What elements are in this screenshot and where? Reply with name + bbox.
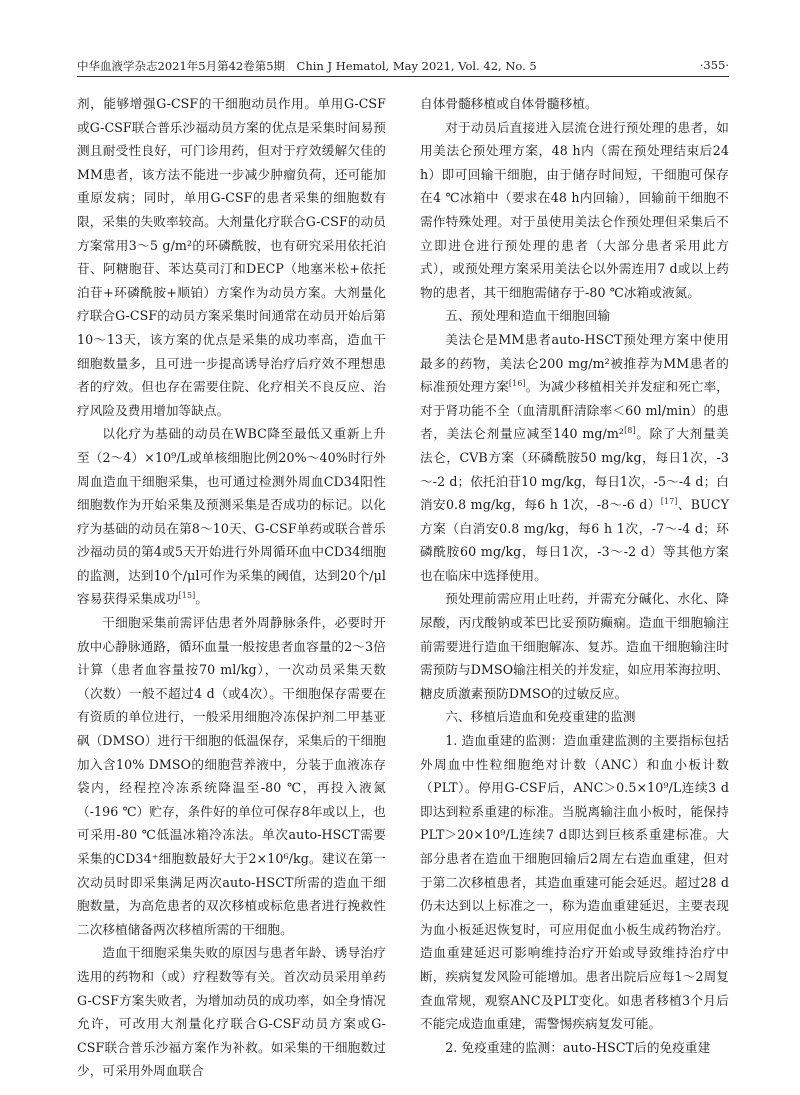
paragraph: 2. 免疫重建的监测：auto-HSCT后的免疫重建 [445, 1039, 711, 1055]
page-number: ·355· [699, 58, 729, 72]
section-heading: 六、移植后造血和免疫重建的监测 [445, 709, 636, 725]
citation-ref: [17] [660, 496, 678, 506]
paragraph: 预处理前需应用止吐药，并需充分碱化、水化、降尿酸，丙戊酸钠或苯巴比妥预防癫痫。造血干细胞输注前需要进行造血干细胞解冻、复苏。造血干细胞输注时需预防与DMSO输注相关的并发症，如应用苯海拉明、糖皮质激素预防DMSO的过敏反应。 [420, 591, 729, 701]
right-column [420, 92, 729, 1059]
paragraph: 自体骨髓移植或自体骨髓移植。 [420, 96, 598, 111]
citation-ref: [16] [508, 378, 526, 388]
paragraph: 美法仑是MM患者auto-HSCT预处理方案中使用最多的药物，美法仑200 mg/m²被推荐为MM患者的标准预处理方案[16]。为减少移植相关并发症和死亡率，对于肾功能不全（血清肌酐清除率＜60 ml/min）的患者，美法仑剂量应减至140 mg/m²[8]。除了大剂量美法仑，CVB方案（环磷酰胺50 mg/kg，每日1次，-3～-2 d；依托泊苷10 mg/kg，每日1次，-5～-4 d；白消安0.8 mg/kg，每6 h 1次，-8～-6 d）[17]、BUCY方案（白消安0.8 mg/kg，每6 h 1次，-7～-4 d；环磷酰胺60 mg/kg，每日1次，-3～-2 d）等其他方案也在临床中选择使用。 [420, 331, 729, 583]
paragraph: 以化疗为基础的动员在WBC降至最低又重新上升至（2～4）×10⁹/L或单核细胞比例20%～40%时行外周血造血干细胞采集，也可通过检测外周血CD34阳性细胞数作为开始采集及预测采集是否成功的标记。以化疗为基础的动员在第8～10天、G-CSF单药或联合普乐沙福动员的第4或5天开始进行外周循环血中CD34细胞的监测，达到10个/μl可作为采集的阈值，达到20个/μl容易获得采集成功[15]。 [77, 426, 386, 607]
journal-citation: 中华血液学杂志2021年5月第42卷第5期 Chin J Hematol, May 2021, Vol. 42, No. 5 [77, 59, 537, 73]
citation-ref: [8] [624, 426, 636, 436]
paragraph: 对于动员后直接进入层流仓进行预处理的患者，如用美法仑预处理方案，48 h内（需在预处理结束后24 h）即可回输干细胞，由于储存时间短，干细胞可保存在4 ℃冰箱中（要求在48 h内回输），回输前干细胞不需作特殊处理。对于虽使用美法仑作预处理但采集后不立即进仓进行预处理的患者（大部分患者采用此方式），或预处理方案采用美法仑以外需连用7 d或以上药物的患者，其干细胞需储存于-80 ℃冰箱或液氮。 [420, 119, 729, 300]
paragraph: 干细胞采集前需评估患者外周静脉条件，必要时开放中心静脉通路，循环血量一般按患者血容量的2～3倍计算（患者血容量按70 ml/kg），一次动员采集天数（次数）一般不超过4 d（或4次）。干细胞保存需要在有资质的单位进行，一般采用细胞冷冻保护剂二甲基亚砜（DMSO）进行干细胞的低温保存，采集后的干细胞加入含10% DMSO的细胞营养液中，分装于血液冻存袋内，经程控冷冻系统降温至-80 ℃，再投入液氮（-196 ℃）贮存，条件好的单位可保存8年或以上，也可采用-80 ℃低温冰箱冷冻法。单次auto-HSCT需要采集的CD34⁺细胞数最好大于2×10⁶/kg。建议在第一次动员时即采集满足两次auto-HSCT所需的造血干细胞数量，为高危患者的双次移植或标危患者进行挽救性二次移植储备两次移植所需的干细胞。 [77, 615, 386, 937]
section-heading: 五、预处理和造血干细胞回输 [445, 308, 611, 324]
running-header [77, 52, 729, 77]
left-column [77, 92, 386, 1083]
paragraph: 造血干细胞采集失败的原因与患者年龄、诱导治疗选用的药物和（或）疗程数等有关。首次动员采用单药G-CSF方案失败者，为增加动员的成功率，如全身情况允许，可改用大剂量化疗联合G-CSF动员方案或G-CSF联合普乐沙福方案作为补救。如采集的干细胞数过少，可采用外周血联合 [77, 945, 386, 1079]
paragraph: 1. 造血重建的监测：造血重建监测的主要指标包括外周血中性粒细胞绝对计数（ANC）和血小板计数（PLT）。停用G-CSF后，ANC＞0.5×10⁹/L连续3 d即达到粒系重建的标准。当脱离输注血小板时，能保持PLT＞20×10⁹/L连续7 d即达到巨核系重建标准。大部分患者在造血干细胞回输后2周左右造血重建，但对于第二次移植患者，其造血重建可能会延迟。超过28 d仍未达到以上标准之一，称为造血重建延迟，主要表现为血小板延迟恢复时，可应用促血小板生成药物治疗。造血重建延迟可影响维持治疗开始或导致维持治疗中断，疾病复发风险可能增加。患者出院后应每1～2周复查血常规，观察ANC及PLT变化。如患者移植3个月后不能完成造血重建，需警惕疾病复发可能。 [420, 733, 729, 1032]
paragraph: 剂，能够增强G-CSF的干细胞动员作用。单用G-CSF或G-CSF联合普乐沙福动员方案的优点是采集时间易预测且耐受性良好，可门诊用药，但对于疗效缓解欠佳的MM患者，该方法不能进一步减少肿瘤负荷，还可能加重原发病；同时，单用G-CSF的患者采集的细胞数有限，采集的失败率较高。大剂量化疗联合G-CSF的动员方案常用3～5 g/m²的环磷酰胺，也有研究采用依托泊苷、阿糖胞苷、苯达莫司汀和DECP（地塞米松+依托泊苷+环磷酰胺+顺铂）方案作为动员方案。大剂量化疗联合G-CSF的动员方案采集时间通常在动员开始后第10～13天，该方案的优点是采集的成功率高，造血干细胞数量多，且可进一步提高诱导治疗后疗效不理想患者的疗效。但也存在需要住院、化疗相关不良反应、治疗风险及费用增加等缺点。 [77, 96, 386, 418]
citation-ref: [15] [178, 591, 196, 601]
